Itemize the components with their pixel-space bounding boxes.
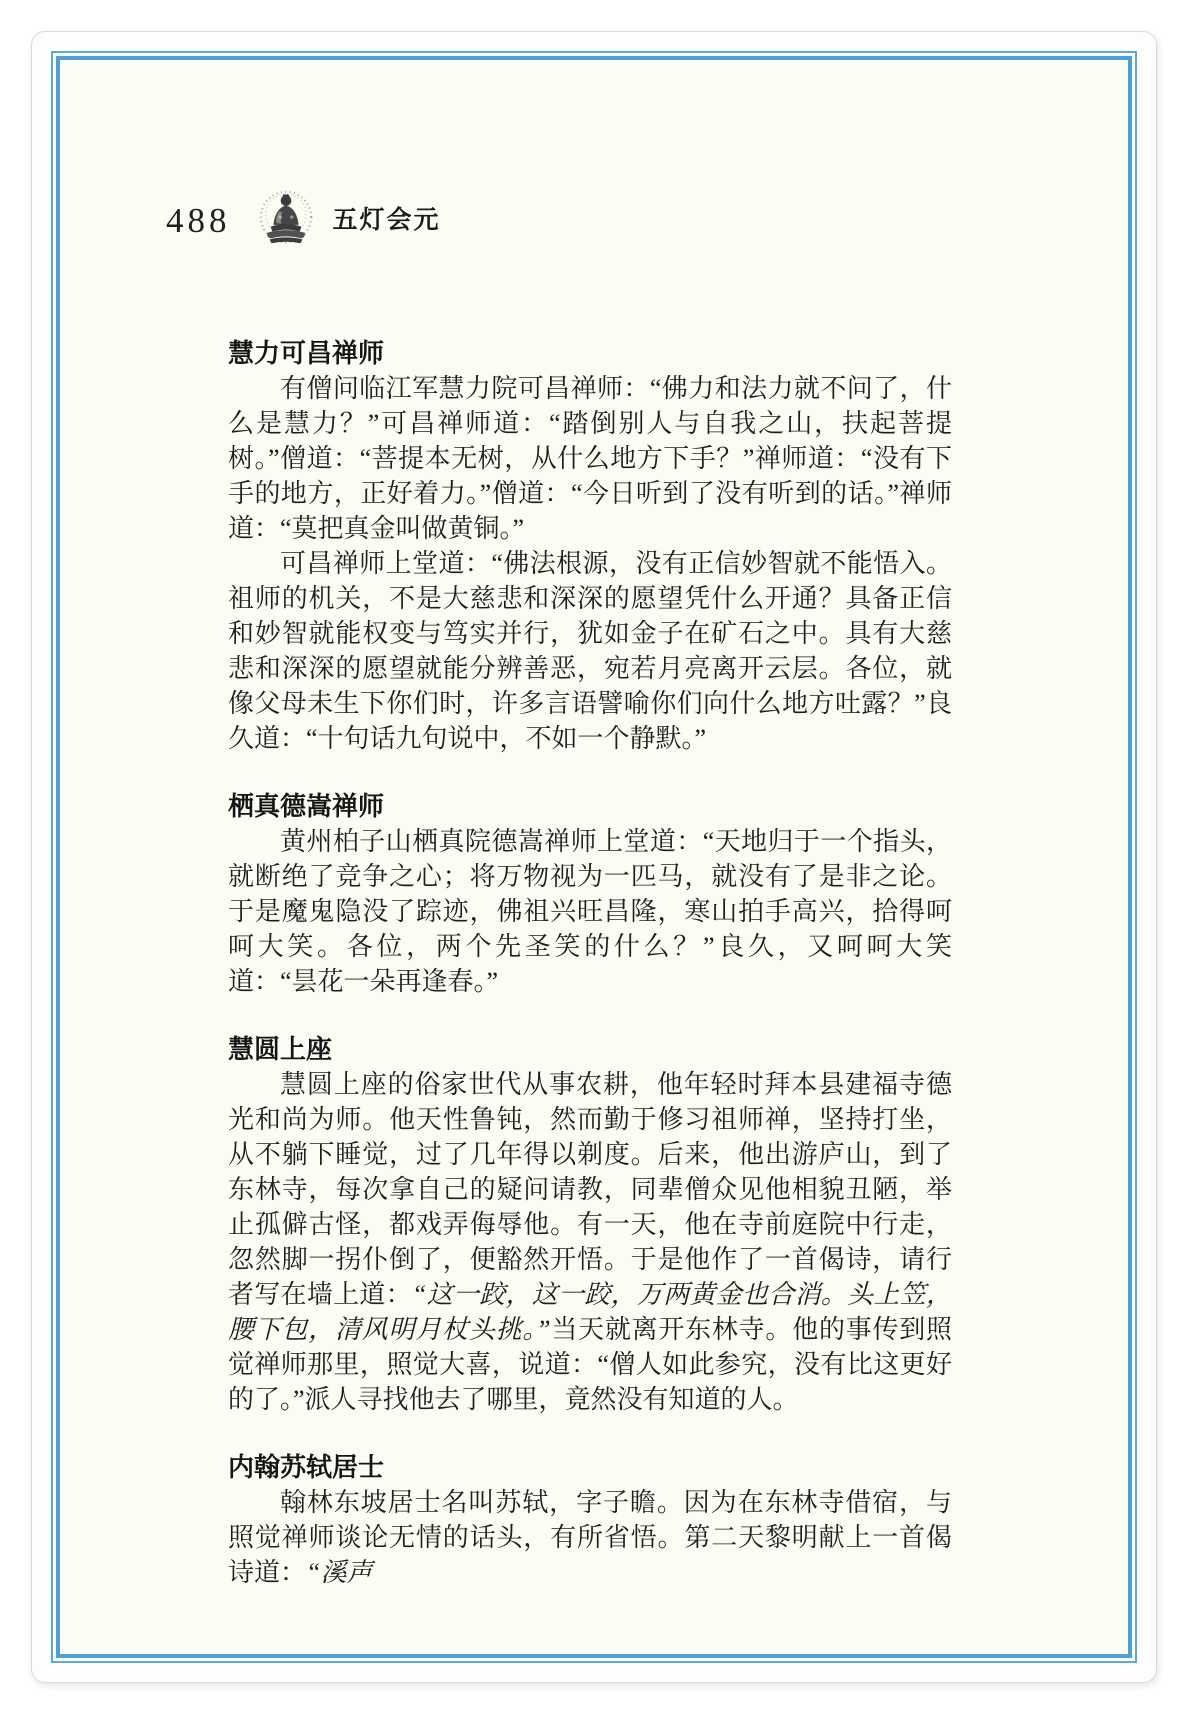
section-heading: 栖真德嵩禅师: [228, 792, 385, 821]
verse-text: “溪声: [306, 1558, 373, 1587]
book-page: [31, 31, 1157, 1683]
body-paragraph: [228, 824, 952, 999]
body-paragraph: [228, 546, 952, 756]
body-text: 黄州柏子山栖真院德嵩禅师上堂道：“天地归于一个指头，就断绝了竞争之心；将万物视为一匹马，就没有了是非之论。于是魔鬼隐没了踪迹，佛祖兴旺昌隆，寒山拍手高兴，拾得呵呵大笑。各位，两个先圣笑的什么？”良久，又呵呵大笑道：“昙花一朵再逢春。”: [228, 827, 952, 996]
book-title: 五灯会元: [332, 206, 441, 234]
page-header: [166, 188, 1128, 252]
body-paragraph: [228, 1485, 952, 1590]
body-text: 慧圆上座的俗家世代从事农耕，他年轻时拜本县建福寺德光和尚为师。他天性鲁钝，然而勤于修习祖师禅，坚持打坐，从不躺下睡觉，过了几年得以剃度。后来，他出游庐山，到了东林寺，每次拿自己的疑问请教，同辈僧众见他相貌丑陋，举止孤僻古怪，都戏弄侮辱他。有一天，他在寺前庭院中行走，忽然脚一拐仆倒了，便豁然开悟。于是他作了一首偈诗，请行者写在墙上道：: [228, 1070, 952, 1309]
body-paragraph: [228, 1067, 952, 1417]
text-section: [228, 1032, 952, 1417]
body-text: 有僧问临江军慧力院可昌禅师：“佛力和法力就不问了，什么是慧力？”可昌禅师道：“踏倒别人与自我之山，扶起菩提树。”僧道：“菩提本无树，从什么地方下手？”禅师道：“没有下手的地方，正好着力。”僧道：“今日听到了没有听到的话。”禅师道：“莫把真金叫做黄铜。”: [228, 374, 952, 543]
section-heading: 内翰苏轼居士: [228, 1453, 385, 1482]
section-heading: 慧力可昌禅师: [228, 339, 385, 368]
buddha-icon: [257, 188, 315, 252]
body-text: 可昌禅师上堂道：“佛法根源，没有正信妙智就不能悟入。祖师的机关，不是大慈悲和深深的愿望凭什么开通？具备正信和妙智就能权变与笃实并行，犹如金子在矿石之中。具有大慈悲和深深的愿望就能分辨善恶，宛若月亮离开云层。各位，就像父母未生下你们时，许多言语譬喻你们向什么地方吐露？”良久道：“十句话九句说中，不如一个静默。”: [228, 549, 952, 753]
text-section: [228, 1450, 952, 1590]
verse-text: “这一跤，这一跤，万两黄金也合消。头上笠，腰下包，清风明月杖头挑。”: [228, 1280, 952, 1344]
body-paragraph: [228, 371, 952, 546]
inner-blue-frame: [56, 56, 1132, 1658]
section-heading: 慧圆上座: [228, 1035, 333, 1064]
page-number: 488: [166, 200, 231, 240]
body-text: 当天就离开东林寺。他的事传到照觉禅师那里，照觉大喜，说道：“僧人如此参究，没有比这更好的了。”派人寻找他去了哪里，竟然没有知道的人。: [228, 1315, 952, 1414]
text-section: [228, 789, 952, 999]
text-section: [228, 336, 952, 756]
outer-blue-frame: [51, 51, 1137, 1663]
body-text: 翰林东坡居士名叫苏轼，字子瞻。因为在东林寺借宿，与照觉禅师谈论无情的话头，有所省悟。第二天黎明献上一首偈诗道：: [228, 1488, 952, 1587]
sections: [228, 336, 952, 1590]
